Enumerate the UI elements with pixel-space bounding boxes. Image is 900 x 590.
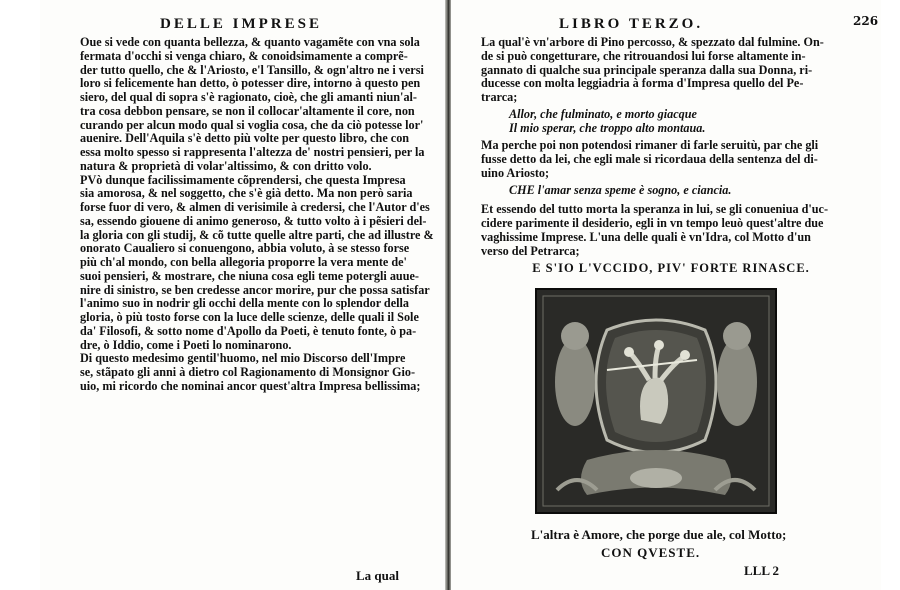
text-line: Di questo medesimo gentil'huomo, nel mio Discorso dell'Impre [80, 351, 406, 366]
text-line: da' Filosofi, & sotto nome d'Apollo da Poeti, è tenuto fonte, ò pa- [80, 323, 417, 338]
text-line: forse fuor di vero, & almen di verisimile à credersi, che l'Autor d'es [80, 200, 430, 214]
text-line: uino Ariosto; [481, 165, 550, 180]
text-line: Allor, che fulminato, e morto giacque [509, 106, 697, 121]
text-line: natura & proprietà di volar'altissimo, & con dritto volo. [80, 158, 372, 173]
emblem-motto: E S'IO L'VCCIDO, PIV' FORTE RINASCE. [532, 261, 810, 276]
text-line: nire di sinistro, se ben credesse ancor morire, pur che possa satisfar [80, 282, 430, 297]
text-line: Et essendo del tutto morta la speranza in lui, se gli conueniua d'uc- [481, 202, 829, 217]
left-page-body [80, 36, 440, 394]
running-head-right: LIBRO TERZO. [559, 16, 704, 32]
right-page-body [481, 36, 861, 276]
ariosto-quote: CHE l'amar senza speme è sogno, e ciancia. [509, 182, 732, 197]
text-line: essa molto spesso si rappresenta l'altezza de' nostri pensieri, per la [80, 145, 425, 159]
paragraph-ariosto [481, 139, 861, 180]
right-page [451, 0, 881, 590]
text-line: uio, mi ricordo che nominai ancor quest'altra Impresa bellissima; [80, 378, 421, 393]
text-line: dre, ò Iddio, come i Poeti lo nominarono. [80, 337, 292, 352]
text-line: de si può congetturare, che ritrouandosi lui forse altamente in- [481, 48, 806, 63]
text-line: der tutto quello, che & l'Ariosto, e'l Tansillo, & ogn'altro ne i versi [80, 62, 424, 77]
paragraph-pino [481, 36, 861, 105]
motto-con-queste: CON QVESTE. [601, 545, 701, 560]
text-line: tra cosa debbon pensare, se non il collocar'altamente il core, non [80, 103, 415, 118]
text-line: siero, del qual di sopra s'è ragionato, cioè, che gli amanti niun'al- [80, 90, 417, 104]
text-line: Il mio sperar, che troppo alto montaua. [509, 120, 706, 135]
text-line: cidere parimente il desiderio, egli in vn tempo leuò quest'altre due [481, 216, 824, 230]
text-line: sia amorosa, & nel soggetto, che s'è già detto. Ma non però saria [80, 186, 413, 201]
text-line: curando per alcun modo qual si voglia cosa, che da ciò potesse lor' [80, 117, 424, 132]
catchword-right: LLL 2 [744, 563, 780, 578]
petrarca-quote [481, 108, 861, 136]
text-line: vaghissime Imprese. L'una delle quali è vn'Idra, col Motto d'un [481, 229, 811, 244]
text-line: Oue si vede con quanta bellezza, & quanto vagamẽte con vna sola [80, 35, 420, 49]
caption-amore: L'altra è Amore, che porge due ale, col Motto; [531, 527, 787, 542]
text-line: fusse detto da lei, che egli male si ricordaua della sentenza del di- [481, 152, 818, 166]
left-page [40, 0, 445, 590]
text-line: più ch'al mondo, con bella allegoria proporre la vera mente de' [80, 255, 407, 269]
text-line: la gloria con gli studij, & cõ tutte quelle altre parti, che ad illustre & [80, 227, 434, 242]
text-line: PVò dunque facilissimamente cõprendersi, che questa Impresa [80, 172, 406, 187]
running-head-left: DELLE IMPRESE [160, 16, 322, 32]
text-line: gloria, ò più tosto forse con la luce delle scienze, delle quali il Sole [80, 310, 419, 324]
catchword-left: La qual [356, 568, 399, 583]
text-line: La qual'è vn'arbore di Pino percosso, & spezzato dal fulmine. On- [481, 35, 824, 49]
text-line: auenire. Dell'Aquila s'è detto più volte per questo libro, che con [80, 131, 410, 146]
text-line: Ma perche poi non potendosi rimaner di farle seruitù, par che gli [481, 138, 819, 153]
hydra-emblem-illustration [535, 288, 777, 514]
text-line: ducesse con molta leggiadria à forma d'Impresa quello del Pe- [481, 76, 804, 91]
text-line: l'animo suo in nodrir gli occhi della mente con lo splendor della [80, 296, 409, 311]
text-line: se, stãpato gli anni à dietro col Ragionamento di Monsignor Gio- [80, 365, 416, 379]
text-line: sa, essendo giouene di animo generoso, & tutto volto à i pẽsieri del- [80, 213, 427, 228]
text-line: gannato di qualche sua principale speranza dalla sua Donna, ri- [481, 62, 813, 77]
text-line: verso del Petrarca; [481, 243, 580, 258]
paragraph-idra [481, 203, 861, 258]
text-line: onorato Caualiero si conuengono, abbia voluto, à se stesso forse [80, 241, 410, 256]
text-line: loro si felicemente han detto, ò potesser dire, intorno à questo pen [80, 76, 421, 91]
page-number: 226 [853, 14, 879, 28]
text-line: fermata d'occhi si venga chiaro, & conoidsimamente a comprẽ- [80, 48, 408, 63]
text-line: trarca; [481, 90, 518, 104]
text-line: suoi pensieri, & mostrare, che niuna cosa egli teme potergli auue- [80, 268, 419, 283]
emblem-engraving [537, 290, 775, 512]
